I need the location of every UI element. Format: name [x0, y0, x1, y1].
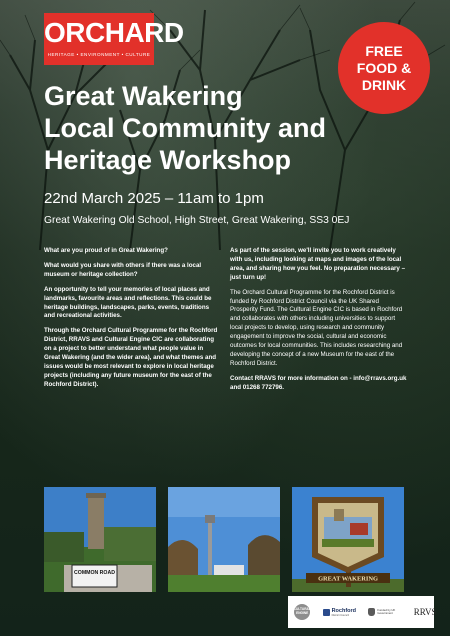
- left-column: [44, 247, 218, 396]
- rravs-logo: RRVS: [413, 606, 437, 617]
- badge-line-1: FREE: [365, 42, 403, 59]
- poster-title: [44, 80, 424, 176]
- uk-crest-icon: [368, 608, 375, 616]
- logo-wordmark: ORCHARD: [44, 17, 184, 48]
- photo-park-tower: [168, 487, 280, 592]
- badge-line-2: FOOD &: [356, 59, 412, 76]
- rochford-council-logo: [323, 608, 356, 617]
- photo-church-sign: [44, 487, 156, 592]
- orchard-logo: [44, 13, 184, 65]
- event-venue: Great Wakering Old School, High Street, Great Wakering, SS3 0EJ: [44, 215, 350, 226]
- cultural-engine-logo: [294, 604, 310, 620]
- photo-village-sign: [292, 487, 404, 592]
- rochford-label: Rochford: [331, 607, 357, 614]
- project-paragraph: Through the Orchard Cultural Programme for the Rochford District, RRAVS and Cultural Engine CIC are collaborating on a project to better understand what people value in Great Wakering (and the wider area), and what themes and issues would be most relevant to explore in local heritage projects (including any future museum for the east of the Rochford District).: [44, 327, 218, 388]
- rochford-mark-icon: [323, 609, 330, 616]
- road-sign-text: COMMON ROAD: [74, 570, 115, 576]
- contact-paragraph: Contact RRAVS for more information on - info@rravs.org.uk and 01268 772796.: [230, 374, 407, 391]
- question-1: What are you proud of in Great Wakering?: [44, 247, 168, 254]
- question-2: What would you share with others if there was a local museum or heritage collection?: [44, 261, 202, 278]
- uk-government-logo: [368, 608, 401, 616]
- opportunity-paragraph: An opportunity to tell your memories of local places and landmarks, favourite areas and reflections. This could be heritage buildings, landscapes, parks, events, traditions and recreational activities.: [44, 285, 212, 320]
- event-date: 22nd March 2025 – 11am to 1pm: [44, 190, 264, 207]
- cultural-engine-label: CULTURAL ENGINE: [293, 607, 311, 615]
- logo-tagline: HERITAGE • ENVIRONMENT • CULTURE: [47, 52, 151, 57]
- right-column: [230, 247, 408, 399]
- rochford-sub-label: District Council: [331, 613, 349, 617]
- badge-line-3: DRINK: [361, 76, 407, 93]
- title-line-1: Great Wakering: [44, 81, 243, 111]
- village-sign-text: GREAT WAKERING: [318, 575, 378, 583]
- uk-gov-label: Funded by UK Government: [377, 607, 396, 615]
- title-line-2: Local Community and: [44, 113, 327, 143]
- session-paragraph: As part of the session, we'll invite you to work creatively with us, including looking at maps and images of the local area, and sharing how you feel. No preparation necessary – just turn up!: [230, 247, 406, 281]
- title-line-3: Heritage Workshop: [44, 145, 292, 175]
- sponsor-logos: [288, 596, 437, 628]
- funding-paragraph: The Orchard Cultural Programme for the Rochford District is funded by Rochford District Council via the UK Shared Prosperity Fund. The Cultural Engine CIC is based in Rochford and collaborates with others including universities to support local projects to develop, using research and community engagement to improve the social, cultural and economic outcomes for local communities. This includes researching and developing the concept of a new Museum for the east of the Rochford District.: [230, 288, 403, 367]
